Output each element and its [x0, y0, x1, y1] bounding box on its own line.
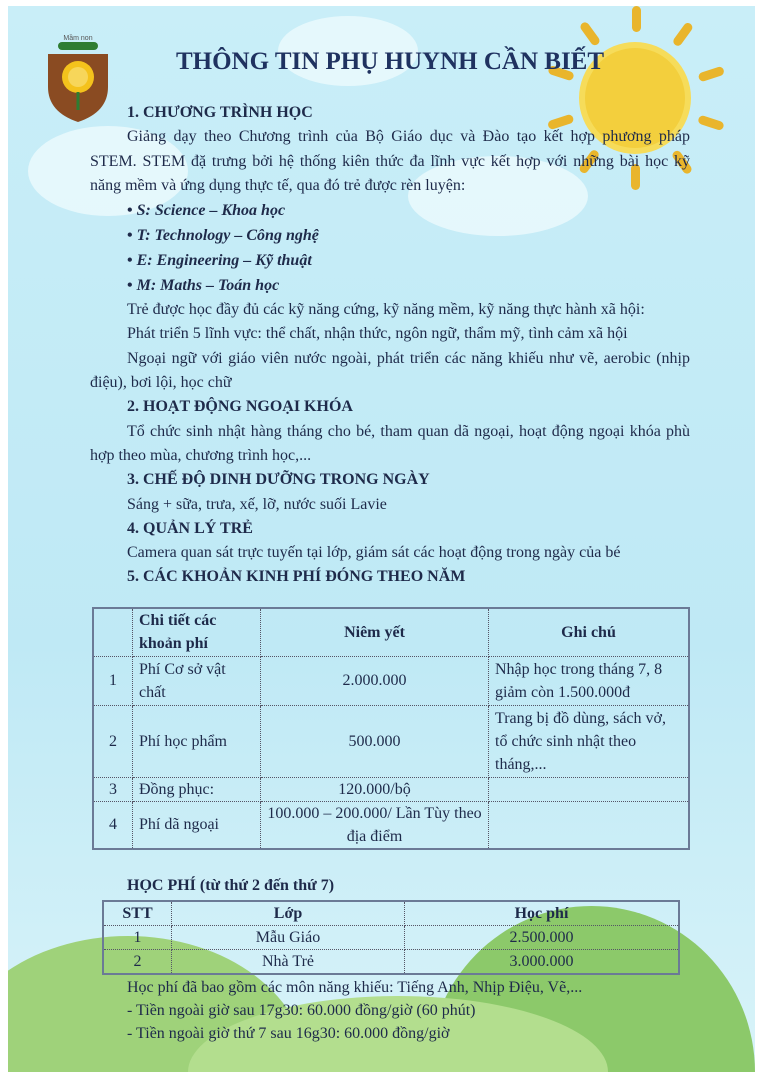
cell: 2.000.000: [261, 656, 489, 705]
cell: Phí Cơ sở vật chất: [133, 656, 261, 705]
cell: Nhà Trẻ: [172, 950, 405, 975]
header-cell: Lớp: [172, 901, 405, 926]
cell: 2: [93, 705, 133, 777]
section-heading: 5. CÁC KHOẢN KINH PHÍ ĐÓNG THEO NĂM: [127, 568, 466, 586]
cell: Đồng phục:: [133, 777, 261, 801]
tuition-table: [102, 900, 680, 975]
cell: 2: [103, 950, 172, 975]
section-heading: 2. HOẠT ĐỘNG NGOẠI KHÓA: [127, 398, 353, 416]
list-item: • S: Science – Khoa học: [127, 198, 690, 223]
cell: Phí học phẩm: [133, 705, 261, 777]
list-item: • E: Engineering – Kỹ thuật: [127, 248, 690, 273]
table-row: [93, 777, 689, 801]
table-row: [103, 950, 679, 975]
paragraph: Sáng + sữa, trưa, xế, lỡ, nước suối Lavie: [127, 495, 387, 513]
cell: 1: [103, 926, 172, 950]
cell: 2.500.000: [405, 926, 680, 950]
page-title: THÔNG TIN PHỤ HUYNH CẦN BIẾT: [175, 48, 605, 75]
paragraph: Giảng dạy theo Chương trình của Bộ Giáo dục và Đào tạo kết hợp phương pháp STEM. STEM đặ trưng bởi hệ thống kiên thức đa lĩnh vực kết hợp với những bài học kỹ năng mềm và ứng dụng thực tế, qua đó trẻ được rèn luyện:: [90, 128, 690, 194]
svg-text:Mầm non: Mầm non: [63, 35, 93, 42]
section-heading: 1. CHƯƠNG TRÌNH HỌC: [127, 104, 313, 121]
cell: 100.000 – 200.000/ Lần Tùy theo địa điểm: [261, 801, 489, 849]
note: - Tiền ngoài giờ sau 17g30: 60.000 đồng/giờ (60 phút): [127, 1002, 476, 1019]
cell: Mẫu Giáo: [172, 926, 405, 950]
list-item: • M: Maths – Toán học: [127, 273, 690, 298]
header-cell: Chi tiết các khoản phí: [133, 608, 261, 656]
paragraph: Tổ chức sinh nhật hàng tháng cho bé, tham quan dã ngoại, hoạt động ngoại khóa phù hợp theo mùa, chương trình học,...: [90, 422, 690, 464]
paragraph: Trẻ được học đầy đủ các kỹ năng cứng, kỹ năng mềm, kỹ năng thực hành xã hội:: [127, 301, 645, 319]
note: - Tiền ngoài giờ thứ 7 sau 16g30: 60.000 đồng/giờ: [127, 1025, 450, 1042]
cell: Nhập học trong tháng 7, 8 giảm còn 1.500.000đ: [489, 656, 690, 705]
cell: 1: [93, 656, 133, 705]
cell: 3.000.000: [405, 950, 680, 975]
cell: 3: [93, 777, 133, 801]
tuition-notes: [90, 976, 690, 1045]
paragraph: Camera quan sát trực tuyến tại lớp, giám sát các hoạt động trong ngày của bé: [127, 544, 621, 562]
header-cell: [93, 608, 133, 656]
paragraph: Phát triển 5 lĩnh vực: thể chất, nhận thức, ngôn ngữ, thẩm mỹ, tình cảm xã hội: [127, 325, 628, 343]
note: Học phí đã bao gồm các môn năng khiếu: Tiếng Anh, Nhịp Điệu, Vẽ,...: [127, 979, 583, 996]
header-cell: STT: [103, 901, 172, 926]
header-cell: Niêm yết: [261, 608, 489, 656]
tuition-section: [90, 874, 690, 898]
table-row: [93, 801, 689, 849]
cell: 120.000/bộ: [261, 777, 489, 801]
stem-list: [90, 198, 690, 298]
table-row: [93, 656, 689, 705]
section-heading: HỌC PHÍ (từ thứ 2 đến thứ 7): [127, 877, 335, 894]
cell: [489, 777, 690, 801]
header-cell: Ghi chú: [489, 608, 690, 656]
cell: Phí dã ngoại: [133, 801, 261, 849]
cell: 4: [93, 801, 133, 849]
paragraph: Ngoại ngữ với giáo viên nước ngoài, phát triển các năng khiếu như vẽ, aerobic (nhịp điệu), bơi lội, học chữ: [90, 349, 690, 392]
header-cell: Học phí: [405, 901, 680, 926]
section-heading: 3. CHẾ ĐỘ DINH DƯỠNG TRONG NGÀY: [127, 471, 430, 489]
table-row: [93, 705, 689, 777]
document-body: [90, 101, 690, 590]
fees-table: [92, 607, 690, 850]
cell: Trang bị đồ dùng, sách vở, tổ chức sinh nhật theo tháng,...: [489, 705, 690, 777]
cell: [489, 801, 690, 849]
list-item: • T: Technology – Công nghệ: [127, 223, 690, 248]
table-row: [103, 926, 679, 950]
cell: 500.000: [261, 705, 489, 777]
section-heading: 4. QUẢN LÝ TRẺ: [127, 519, 253, 537]
